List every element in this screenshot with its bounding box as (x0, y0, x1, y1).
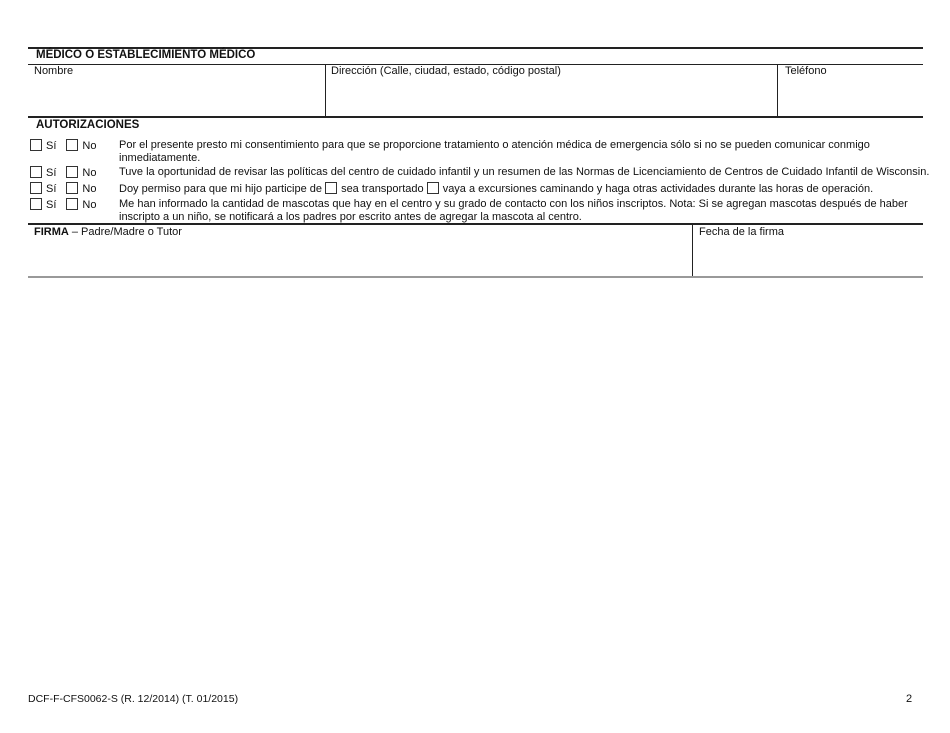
walking-checkbox[interactable] (427, 182, 439, 194)
policies-yes-no (30, 166, 96, 179)
signature-field[interactable] (34, 226, 182, 238)
yes-label: Sí (46, 140, 57, 152)
page-number: 2 (906, 693, 913, 705)
divider (692, 225, 693, 277)
divider (777, 64, 778, 117)
no-checkbox[interactable] (66, 166, 78, 178)
yes-checkbox[interactable] (30, 182, 42, 194)
consent-yes-no (30, 139, 96, 152)
no-label: No (82, 183, 97, 195)
name-field[interactable]: Nombre (34, 65, 74, 77)
divider (325, 64, 326, 117)
no-checkbox[interactable] (66, 139, 78, 151)
pets-text: Me han informado la cantidad de mascotas que hay en el centro y su grado de contacto con los niños inscriptos. Nota: Si se agregan mascotas después de haber inscripto a un niño, se notificará a los padres por escrito antes de agregar la mascota al centro. (119, 198, 908, 223)
policies-text: Tuve la oportunidad de revisar las políticas del centro de cuidado infantil y un resumen de las Normas de Licenciamiento de Centros de Cuidado Infantil de Wisconsin. (119, 166, 930, 178)
signature-label-bold: FIRMA (34, 226, 69, 238)
no-label: No (82, 140, 97, 152)
pets-yes-no (30, 198, 96, 211)
no-label: No (82, 167, 97, 179)
phone-field[interactable]: Teléfono (785, 65, 827, 77)
yes-label: Sí (46, 183, 57, 195)
authorizations-heading: AUTORIZACIONES (36, 119, 140, 131)
physician-heading: MÉDICO O ESTABLECIMIENTO MÉDICO (36, 49, 256, 61)
no-checkbox[interactable] (66, 182, 78, 194)
yes-checkbox[interactable] (30, 198, 42, 210)
signature-date-field[interactable]: Fecha de la firma (699, 226, 784, 238)
yes-checkbox[interactable] (30, 166, 42, 178)
signature-label: – Padre/Madre o Tutor (68, 226, 182, 238)
activities-text (119, 182, 919, 196)
activities-text-a: Doy permiso para que mi hijo participe de (119, 183, 322, 195)
transport-checkbox[interactable] (325, 182, 337, 194)
walking-label: vaya a excursiones caminando y haga otras actividades durante las horas de operación. (442, 183, 874, 195)
transport-label: sea transportado (341, 183, 424, 195)
no-checkbox[interactable] (66, 198, 78, 210)
activities-yes-no (30, 182, 96, 195)
yes-label: Sí (46, 167, 57, 179)
yes-label: Sí (46, 199, 57, 211)
form-id: DCF-F-CFS0062-S (R. 12/2014) (T. 01/2015) (28, 693, 239, 705)
yes-checkbox[interactable] (30, 139, 42, 151)
address-field[interactable]: Dirección (Calle, ciudad, estado, código postal) (331, 65, 561, 77)
divider (28, 116, 923, 118)
no-label: No (82, 199, 97, 211)
consent-text: Por el presente presto mi consentimiento para que se proporcione tratamiento o atención médica de emergencia sólo si no se pueden comunicar conmigo inmediatamente. (119, 139, 870, 164)
bottom-border (28, 276, 923, 278)
divider (28, 223, 923, 225)
